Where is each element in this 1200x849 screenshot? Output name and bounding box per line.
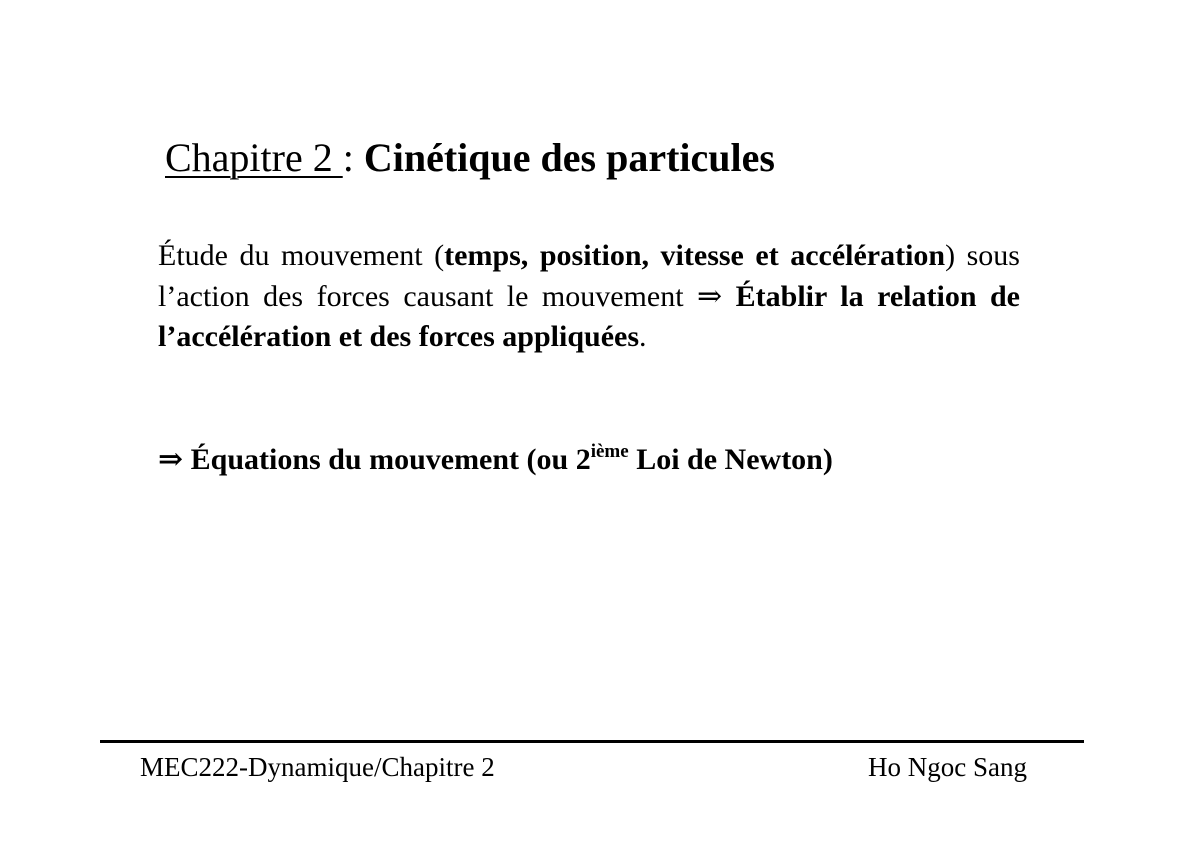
- intro-bold-goal: Établir la relation de l’accélération et des forces appliquées: [158, 279, 1020, 353]
- footer-course: MEC222-Dynamique/Chapitre 2: [140, 752, 495, 782]
- footer-divider: [100, 740, 1084, 743]
- title-separator: :: [342, 135, 364, 180]
- intro-bold-quantities: temps, position, vitesse et accélération: [444, 239, 946, 272]
- chapter-name: Cinétique des particules: [363, 135, 775, 180]
- intro-period: .: [639, 320, 647, 353]
- intro-text-2: ) sous l’action des forces causant le mouvement: [158, 239, 1020, 313]
- intro-text-1: Étude du mouvement (: [158, 239, 445, 272]
- equations-superscript: ième: [590, 441, 629, 462]
- equations-text: Équations du mouvement (ou 2: [190, 443, 591, 476]
- equations-text-end: Loi de Newton): [628, 443, 833, 476]
- slide-title: [165, 132, 775, 184]
- equations-line: [158, 440, 833, 480]
- intro-paragraph: [158, 236, 1020, 358]
- equations-arrow: ⇒: [158, 443, 191, 476]
- implies-arrow: ⇒: [697, 279, 736, 313]
- footer-author: Ho Ngoc Sang: [868, 752, 1027, 782]
- chapter-label: Chapitre 2: [165, 135, 343, 180]
